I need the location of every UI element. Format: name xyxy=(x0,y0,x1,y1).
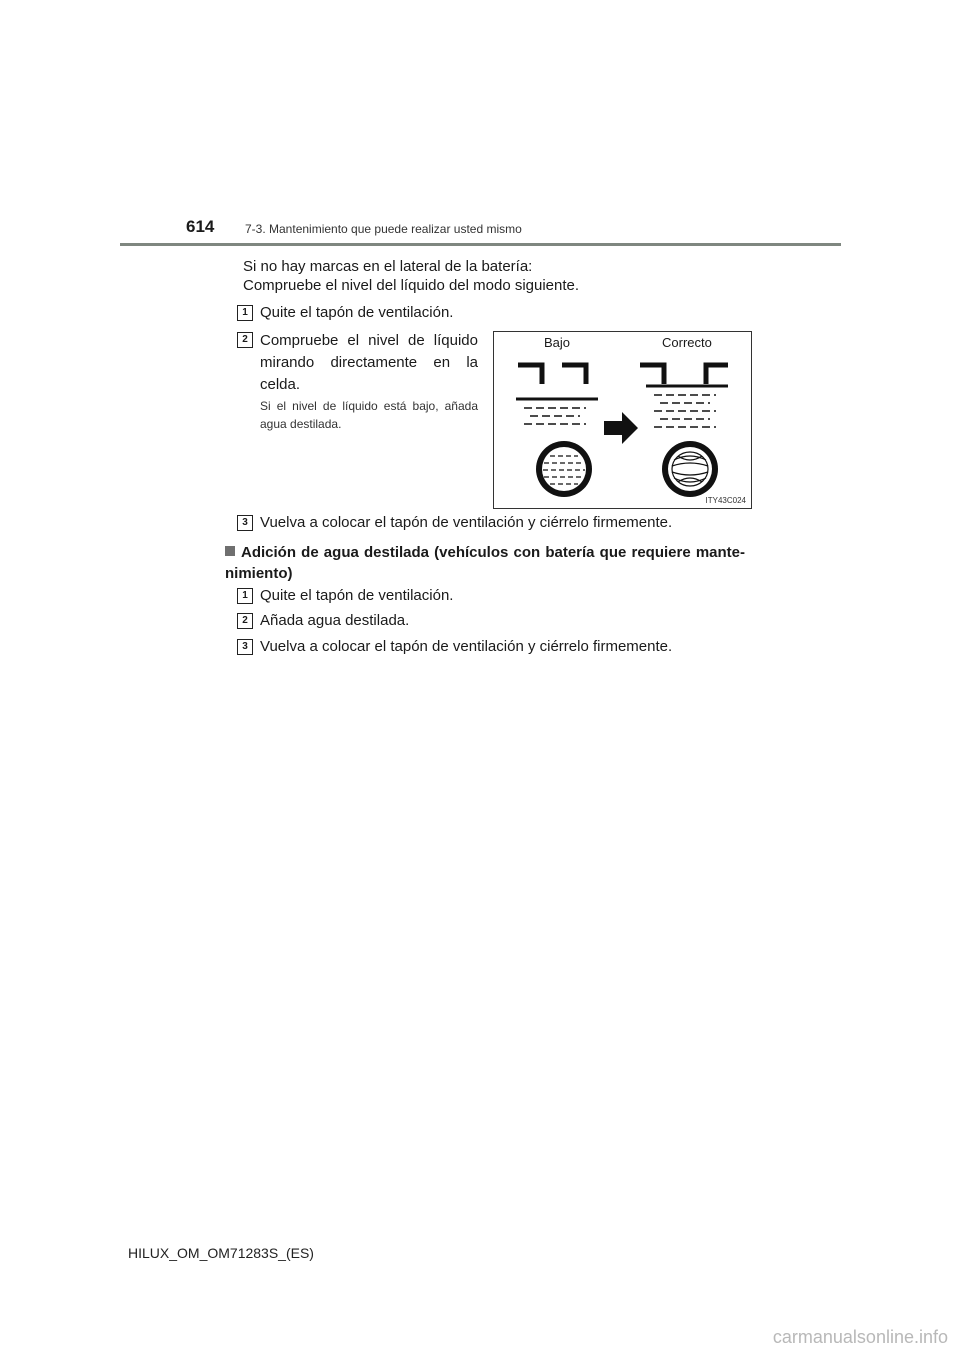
low-fluid-dashes xyxy=(524,408,586,424)
step-text: Añada agua destilada. xyxy=(260,612,410,629)
section-heading-text: Adición de agua destilada (vehículos con batería que requiere mante-nimiento) xyxy=(225,544,745,582)
fluid-level-illustration xyxy=(494,332,751,508)
section-heading xyxy=(225,542,745,584)
arrow-icon xyxy=(604,412,638,444)
low-left-bracket xyxy=(518,365,542,384)
page-number: 614 xyxy=(186,217,215,236)
step-number-box: 1 xyxy=(237,305,253,321)
step-a2-text: Compruebe el nivel de líquido mirando directamente en la celda. xyxy=(260,332,478,393)
low-level-note: Si el nivel de líquido está bajo, añada agua destilada. xyxy=(260,399,478,431)
step-number-box: 2 xyxy=(237,332,253,348)
step-text: Vuelva a colocar el tapón de ventilación y ciérrelo firmemente. xyxy=(260,514,673,531)
step-text: Quite el tapón de ventilación. xyxy=(260,587,454,604)
step-number-box: 1 xyxy=(237,588,253,604)
intro-line-1: Si no hay marcas en el lateral de la batería: xyxy=(243,258,533,275)
correct-right-bracket xyxy=(706,365,728,384)
fluid-level-figure xyxy=(493,331,752,509)
label-correct: Correcto xyxy=(662,335,712,350)
footer-doc-id: HILUX_OM_OM71283S_(ES) xyxy=(128,1245,314,1261)
correct-fluid-dashes xyxy=(654,395,716,427)
square-bullet-icon xyxy=(225,546,235,556)
watermark: carmanualsonline.info xyxy=(772,1327,948,1347)
step-text: Quite el tapón de ventilación. xyxy=(260,304,454,321)
step-number-box: 2 xyxy=(237,613,253,629)
header-divider xyxy=(120,243,841,246)
correct-left-bracket xyxy=(640,365,664,384)
intro-line-2: Compruebe el nivel del líquido del modo siguiente. xyxy=(243,277,580,294)
step-number-box: 3 xyxy=(237,639,253,655)
step-number-box: 3 xyxy=(237,515,253,531)
section-title: 7-3. Mantenimiento que puede realizar usted mismo xyxy=(245,222,522,236)
figure-code: ITY43C024 xyxy=(705,496,746,505)
label-low: Bajo xyxy=(544,335,571,350)
step-text: Vuelva a colocar el tapón de ventilación y ciérrelo firmemente. xyxy=(260,638,673,655)
low-right-bracket xyxy=(562,365,586,384)
